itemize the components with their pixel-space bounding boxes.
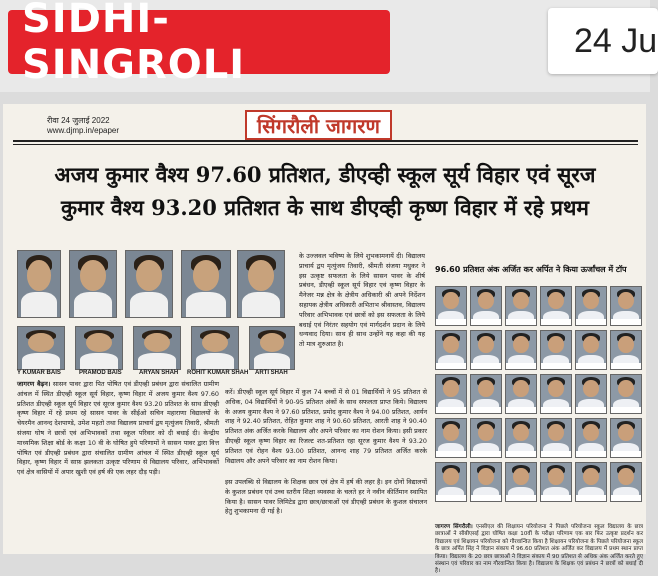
edition-url[interactable]: www.djmp.in/epaper: [47, 126, 120, 135]
topper-photo: [435, 418, 467, 458]
article-dateline: जागरण बैढ़न।: [17, 380, 51, 388]
topper-photo: [470, 330, 502, 370]
topper-photo: [575, 330, 607, 370]
topper-photo: [610, 418, 642, 458]
article-column-4: [225, 478, 427, 550]
brand-title: SIDHI-SINGROLI: [22, 0, 246, 88]
topper-photo: [575, 286, 607, 326]
article-column-1: [17, 380, 219, 550]
student-photo: [17, 326, 65, 370]
topper-photo: [540, 462, 572, 502]
brand-banner: [8, 0, 390, 88]
topper-photo: [575, 462, 607, 502]
article-text: इस उपलब्धि से विद्यालय के शिक्षक छात्र एवं क्षेत्र में हर्ष की लहर है। इन दोनों विद्यालयों के कुशल प्रबंधन एवं उच्च स्तरीय शिक्षा व्यवस्था के चलते हर ने नवीन कीर्तिमान स्थापित किया है। सासन पावर लिमिटेड द्वारा छात्र/छात्राओं एवं डीएव्ही प्रबंधन के कुशल संचालन हेतु शुभकामना दी गई है।: [225, 478, 427, 516]
edition-info: [47, 116, 119, 136]
topper-photo: [435, 462, 467, 502]
masthead-rule: [13, 140, 638, 142]
topper-photo: [610, 286, 642, 326]
article-text: सासन पावर द्वारा पित पोषित एवं डीएव्ही प्रबंधन द्वारा संचालित ग्रामीण आंचल में स्थित डीएव्ही स्कूल सूर्य विहार, कृष्ण विहार में अजय कुमार वैश्य 97.60 प्रतिशत डीएव्ही स्कूल सूर्य विहार एवं सूरज कुमार वैश्य 93.20 प्रतिशत के साथ डीएव्ही कृष्ण विहार में रहे प्रथम रहे सासन पावर के सीईओ सचिन महाराणा विद्यालयों के चेयरमैन आनन्द देशपाण्डे, उमेश महतो तथा विद्यालय प्राचार्य द्वय मृत्युंजय तिवारी, श्रीमती संजया घोष ने छात्रों एवं अभिभावकों तथा स्कूल परिवार को दी बधाई दी। केन्द्रीय माध्यमिक शिक्षा बोर्ड के कक्षा 10 वी के घोषित हुये परिणामों ने सासन पावर द्वारा वित्त पोषित एवं डीएव्ही प्रबंधन द्वारा संचालित ग्रामीण आंचल में स्थित डीएव्ही स्कूल सूर्य विहार, कृष्ण विहार में साफ़ झलकता उत्कृष्ट परिणाम से विद्यालय परिवार, अभिभावकों एवं क्षेत्र वासियों में अपार खुशी एवं हर्ष की एक लहर दौड़ पड़ी।: [17, 380, 219, 477]
topper-photo: [575, 418, 607, 458]
newspaper-page: [3, 104, 646, 575]
newspaper-nameplate: [245, 110, 392, 140]
edition-date: रीवा 24 जुलाई 2022: [47, 116, 110, 125]
topper-photo: [470, 462, 502, 502]
student-photo: [191, 326, 239, 370]
topper-photo: [435, 286, 467, 326]
article-column-2: [299, 252, 425, 386]
topper-photo: [435, 330, 467, 370]
right-story-title: 96.60 प्रतिशत अंक अर्जित कर अर्पित ने किया ऊर्जांचल में टॉप: [435, 265, 627, 274]
photo-caption: ARYAN SHAH: [139, 370, 179, 376]
date-badge: [548, 8, 658, 74]
topper-photo: [610, 462, 642, 502]
student-photo: [17, 250, 61, 318]
article-text: के उज्जवल भविष्य के लिये शुभकामनायें दी। विद्यालय प्राचार्य द्वय मृत्युंजय तिवारी, श्रीमती संजया मधुकर ने इस उत्कृष्ट सफलता के लिये सासन पावर के शीर्ष प्रबंधन, डीएव्ही स्कूल सूर्य विहार एवं कृष्ण विहार के मैनेजर मन्न क्षेत्र के क्षेत्रीय अधिकारी श्री अपने निर्देशन सहायक क्षेत्रीय अधिकारी अभिताभ श्रीवास्तव, विद्यालय परिवार अभिभावक एवं छात्रों को इस सफलता के लिये बधाई एवं निरंतर सहयोग एवं मार्गदर्शन प्रदान के लिये धन्यवाद दिया। साथ ही साथ उन्होंने यह कहा की यह तो मात्र शुरुआत है।: [299, 252, 425, 349]
right-story-text: एनसीएल की शिक्षायन परियोजना ने पिछले परियोजना स्कूल विद्यालय के छात्र छात्राओं ने सीबीएसई द्वारा घोषित कक्षा 10वीं के परीक्षा परिणाम एक बार फिर उत्कृष्ट प्रदर्शन कर विद्यालय एवं शिक्षायन परियोजना को गौरवान्वित किया है शिक्षायन परियोजना के पिछले परियोजना स्कूल के छात्र अर्पित सिंह ने विज्ञान संकाय में 96.60 प्रतिशत अंक अर्जित कर विद्यालय में प्रथम स्थान प्राप्त किया। विद्यालय के 20 छात्र छात्राओं ने विज्ञान संकाय में 90 प्रतिशत से अधिक अंक अर्जित करते हुए संस्थान एवं परिवार का नाम गौरवान्वित किया है। विद्यालय के शिक्षक एवं प्रबंधन ने छात्रों को बधाई दी है।: [435, 524, 643, 575]
article-text: करें। डीएव्ही स्कूल सूर्य विहार में कुल 74 बच्चों में से 01 विद्यार्थियों ने 95 प्रतिशत से अधिक, 04 विद्यार्थियों ने 90-95 प्रतिशत अंकों के साथ सफलता प्राप्त किये। विद्यालय के अजय कुमार वैश्य ने 97.60 प्रतिशत, प्रमोद कुमार वैश्य ने 94.00 प्रतिशत, आर्यन शाह ने 92.40 प्रतिशत, रोहित कुमार शाह ने 90.60 प्रतिशत, आरती शाह ने 90.40 प्रतिशत अंक अर्जित करके विद्यालय और अपने परिवार का नाम रोशन किया। इसी प्रकार डीएव्ही स्कूल कृष्ण विहार का रिजल्ट शत-प्रतिशत रहा सूरज कुमार वैश्य ने 93.20 प्रतिशत एवं रोहन वैश्य 93.00 प्रतिशत, आनन्द शाह 79 प्रतिशत अर्जित करके विद्यालय और अपने परिवार का नाम रोशन किया।: [225, 388, 427, 465]
photo-caption: ROHIT KUMAR SHAH: [187, 370, 249, 376]
topper-photo: [540, 418, 572, 458]
student-photo: [125, 250, 173, 318]
topper-photo: [540, 374, 572, 414]
topper-photo-grid: [435, 286, 643, 502]
topper-photo: [470, 286, 502, 326]
topper-photo: [470, 418, 502, 458]
student-photo: [237, 250, 285, 318]
topper-photo: [505, 418, 537, 458]
article-column-3: [225, 388, 427, 476]
masthead-rule-thin: [13, 144, 638, 145]
topper-photo: [540, 286, 572, 326]
photo-caption: Y KUMAR BAIS: [17, 370, 61, 376]
topper-photo: [435, 374, 467, 414]
topper-photo: [610, 374, 642, 414]
topper-photo: [540, 330, 572, 370]
date-text: 24 Ju: [574, 21, 658, 60]
student-photo: [133, 326, 181, 370]
student-photo: [181, 250, 231, 318]
top-banner: [0, 0, 658, 92]
student-photo: [69, 250, 117, 318]
student-photo: [75, 326, 123, 370]
topper-photo: [505, 330, 537, 370]
topper-photo: [575, 374, 607, 414]
topper-photo: [610, 330, 642, 370]
student-photo: [249, 326, 295, 370]
topper-photo: [505, 462, 537, 502]
headline-line-1: अजय कुमार वैश्य 97.60 प्रतिशत, डीएव्ही स्कूल सूर्य विहार एवं सूरज: [54, 162, 596, 187]
photo-caption: PRAMOD BAIS: [79, 370, 122, 376]
photo-caption: ARTI SHAH: [255, 370, 288, 376]
topper-photo: [505, 286, 537, 326]
topper-photo: [470, 374, 502, 414]
right-story-dateline: जागरण सिंगरौली।: [435, 524, 473, 530]
nameplate-text: सिंगरौली जागरण: [257, 113, 380, 138]
topper-photo: [505, 374, 537, 414]
headline-line-2: कुमार वैश्य 93.20 प्रतिशत के साथ डीएव्ही कृष्ण विहार में रहे प्रथम: [60, 195, 589, 220]
right-story-body: [435, 524, 643, 575]
